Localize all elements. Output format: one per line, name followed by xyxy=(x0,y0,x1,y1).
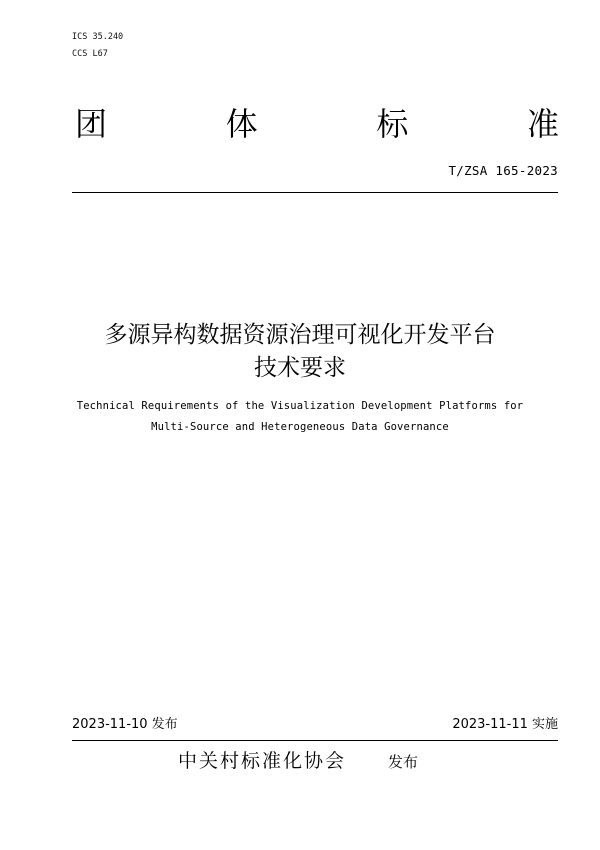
issue-date: 2023-11-10 发布 xyxy=(72,717,178,732)
document-type-heading xyxy=(75,104,559,144)
chinese-title xyxy=(40,319,560,385)
chinese-title-line-2: 技术要求 xyxy=(254,355,346,381)
publish-label: 发布 xyxy=(388,753,419,771)
doc-type-char-2: 体 xyxy=(225,105,258,143)
english-title xyxy=(40,396,560,438)
standard-number: T/ZSA 165-2023 xyxy=(448,163,558,178)
bottom-divider xyxy=(72,740,558,741)
chinese-title-line-1: 多源异构数据资源治理可视化开发平台 xyxy=(104,322,496,348)
publisher-name: 中关村标准化协会 xyxy=(178,750,347,772)
doc-type-char-4: 准 xyxy=(526,105,559,143)
english-title-line-1: Technical Requirements of the Visualization Development Platforms for xyxy=(76,400,524,412)
implementation-date: 2023-11-11 实施 xyxy=(452,717,558,732)
publisher-line xyxy=(178,748,418,775)
ics-code: ICS 35.240 xyxy=(72,32,124,42)
top-divider xyxy=(72,192,558,193)
ccs-code: CCS L67 xyxy=(72,49,108,59)
classification-codes xyxy=(72,29,123,63)
doc-type-char-1: 团 xyxy=(75,105,108,143)
doc-type-char-3: 标 xyxy=(376,105,409,143)
english-title-line-2: Multi-Source and Heterogeneous Data Governance xyxy=(151,421,449,433)
